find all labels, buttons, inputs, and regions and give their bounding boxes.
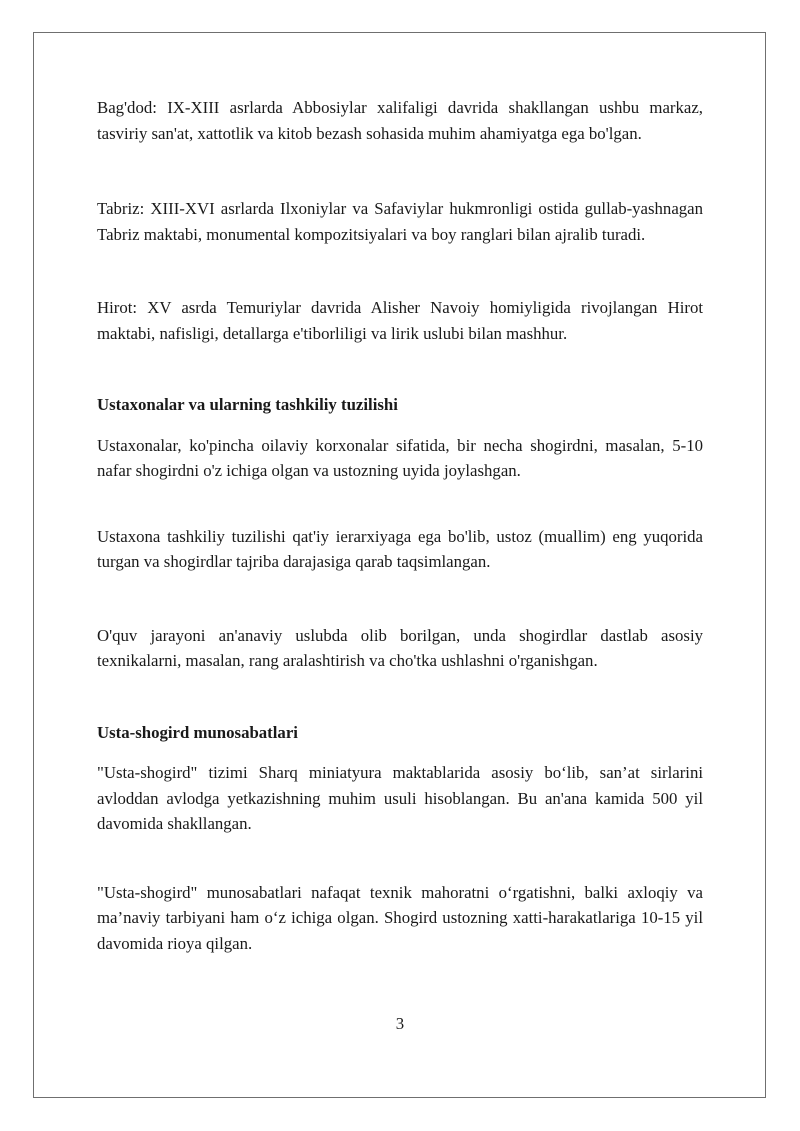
paragraph-master-1: "Usta-shogird" tizimi Sharq miniatyura maktablarida asosiy bo‘lib, san’at sirlarini avloddan avlodga yetkazishning muhim usuli hisoblangan. Bu an'ana kamida 500 yil davomida shakllangan.: [97, 763, 703, 833]
page-number: 3: [395, 1014, 405, 1033]
section-heading-workshops: Ustaxonalar va ularning tashkiliy tuzilishi: [97, 395, 398, 414]
page-content: [97, 95, 703, 956]
paragraph-workshops-3: O'quv jarayoni an'anaviy uslubda olib borilgan, unda shogirdlar dastlab asosiy texnikalarni, masalan, rang aralashtirish va cho'tka ushlashni o'rganishgan.: [97, 625, 703, 670]
paragraph-baghdad: Bag'dod: IX-XIII asrlarda Abbosiylar xalifaligi davrida shakllangan ushbu markaz, tasviriy san'at, xattotlik va kitob bezash sohasida muhim ahamiyatga ega bo'lgan.: [97, 98, 703, 143]
paragraph-workshops-1: Ustaxonalar, ko'pincha oilaviy korxonalar sifatida, bir necha shogirdni, masalan, 5-10 nafar shogirdni o'z ichiga olgan va ustozning uyida joylashgan.: [97, 435, 703, 480]
paragraph-master-2: "Usta-shogird" munosabatlari nafaqat texnik mahoratni o‘rgatishni, balki axloqiy va ma’naviy tarbiyani ham o‘z ichiga olgan. Shogird ustozning xatti-harakatlariga 10-15 yil davomida rioya qilgan.: [97, 882, 703, 953]
paragraph-tabriz: Tabriz: XIII-XVI asrlarda Ilxoniylar va Safaviylar hukmronligi ostida gullab-yashnagan Tabriz maktabi, monumental kompozitsiyalari va boy ranglari bilan ajralib turadi.: [97, 199, 703, 244]
section-heading-master-apprentice: Usta-shogird munosabatlari: [97, 722, 298, 742]
paragraph-herat: Hirot: XV asrda Temuriylar davrida Alisher Navoiy homiyligida rivojlangan Hirot maktabi, nafisligi, detallarga e'tiborliligi va lirik uslubi bilan mashhur.: [97, 298, 703, 343]
paragraph-workshops-2: Ustaxona tashkiliy tuzilishi qat'iy ierarxiyaga ega bo'lib, ustoz (muallim) eng yuqorida turgan va shogirdlar tajriba darajasiga qarab taqsimlangan.: [97, 526, 703, 571]
